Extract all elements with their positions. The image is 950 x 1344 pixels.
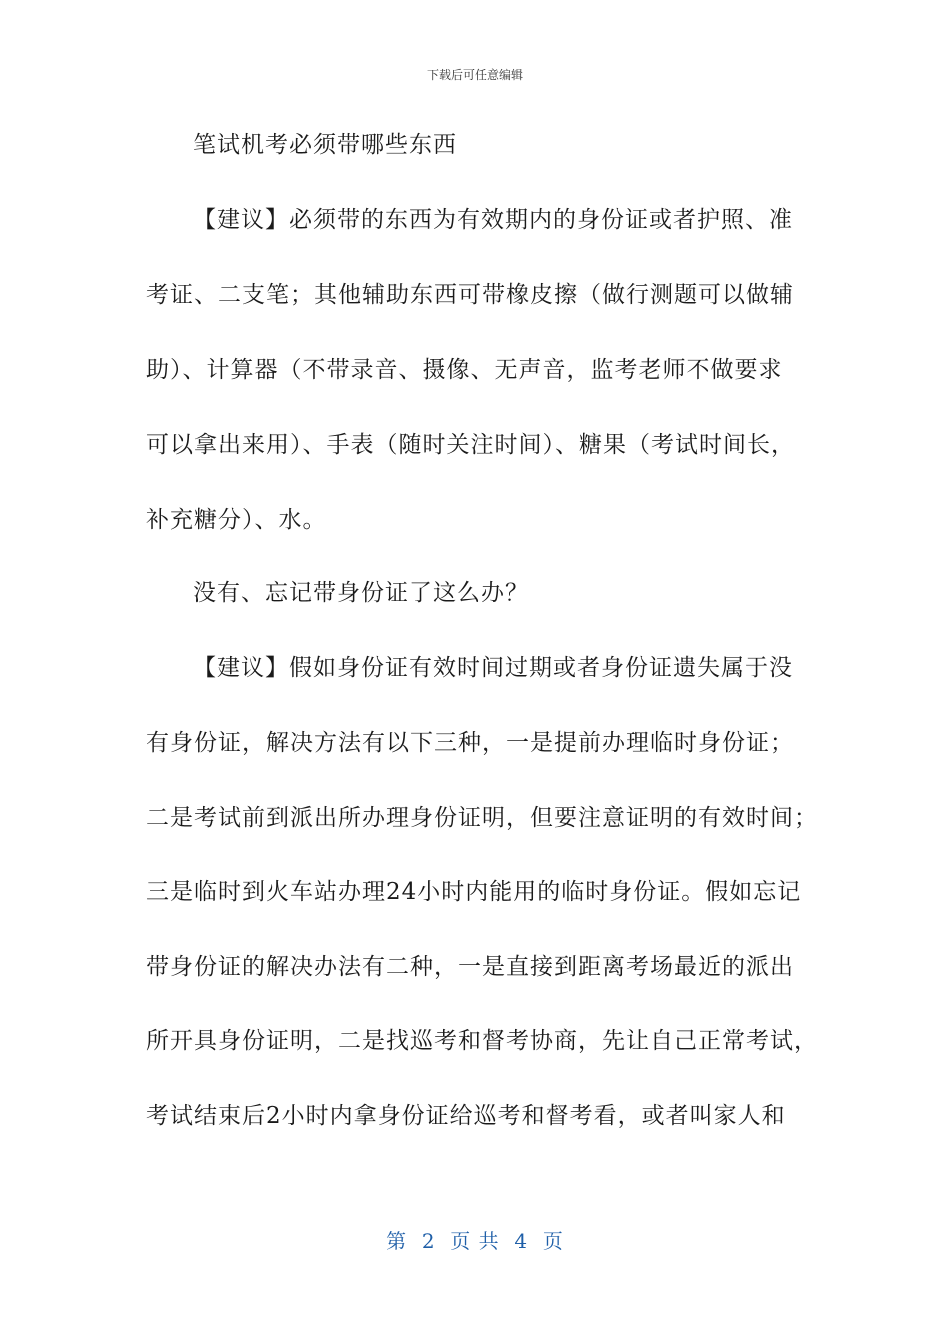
paragraph-line: 二是考试前到派出所办理身份证明，但要注意证明的有效时间；	[146, 805, 818, 831]
paragraph-line: 带身份证的解决办法有二种，一是直接到距离考场最近的派出	[146, 954, 794, 980]
section-heading: 没有、忘记带身份证了这么办？	[193, 580, 529, 606]
paragraph-line: 【建议】假如身份证有效时间过期或者身份证遗失属于没	[193, 655, 793, 681]
header-note: 下载后可任意编辑	[426, 68, 523, 82]
paragraph-line: 考证、二支笔；其他辅助东西可带橡皮擦（做行测题可以做辅	[146, 282, 794, 308]
section-heading: 笔试机考必须带哪些东西	[193, 132, 457, 158]
paragraph-line: 助）、计算器（不带录音、摄像、无声音，监考老师不做要求	[146, 357, 783, 383]
paragraph-line: 所开具身份证明，二是找巡考和督考协商，先让自己正常考试，	[146, 1028, 818, 1054]
page-number: 第 2 页 共 4 页	[386, 1229, 564, 1253]
paragraph-line: 考试结束后2小时内拿身份证给巡考和督考看，或者叫家人和	[146, 1103, 786, 1129]
paragraph-line: 补充糖分）、水。	[146, 507, 327, 533]
paragraph-line: 三是临时到火车站办理24小时内能用的临时身份证。假如忘记	[146, 879, 802, 905]
paragraph-line: 【建议】必须带的东西为有效期内的身份证或者护照、准	[193, 207, 793, 233]
paragraph-line: 可以拿出来用）、手表（随时关注时间）、糖果（考试时间长，	[146, 432, 795, 458]
paragraph-line: 有身份证，解决方法有以下三种，一是提前办理临时身份证；	[146, 730, 794, 756]
page-footer	[0, 1225, 950, 1254]
